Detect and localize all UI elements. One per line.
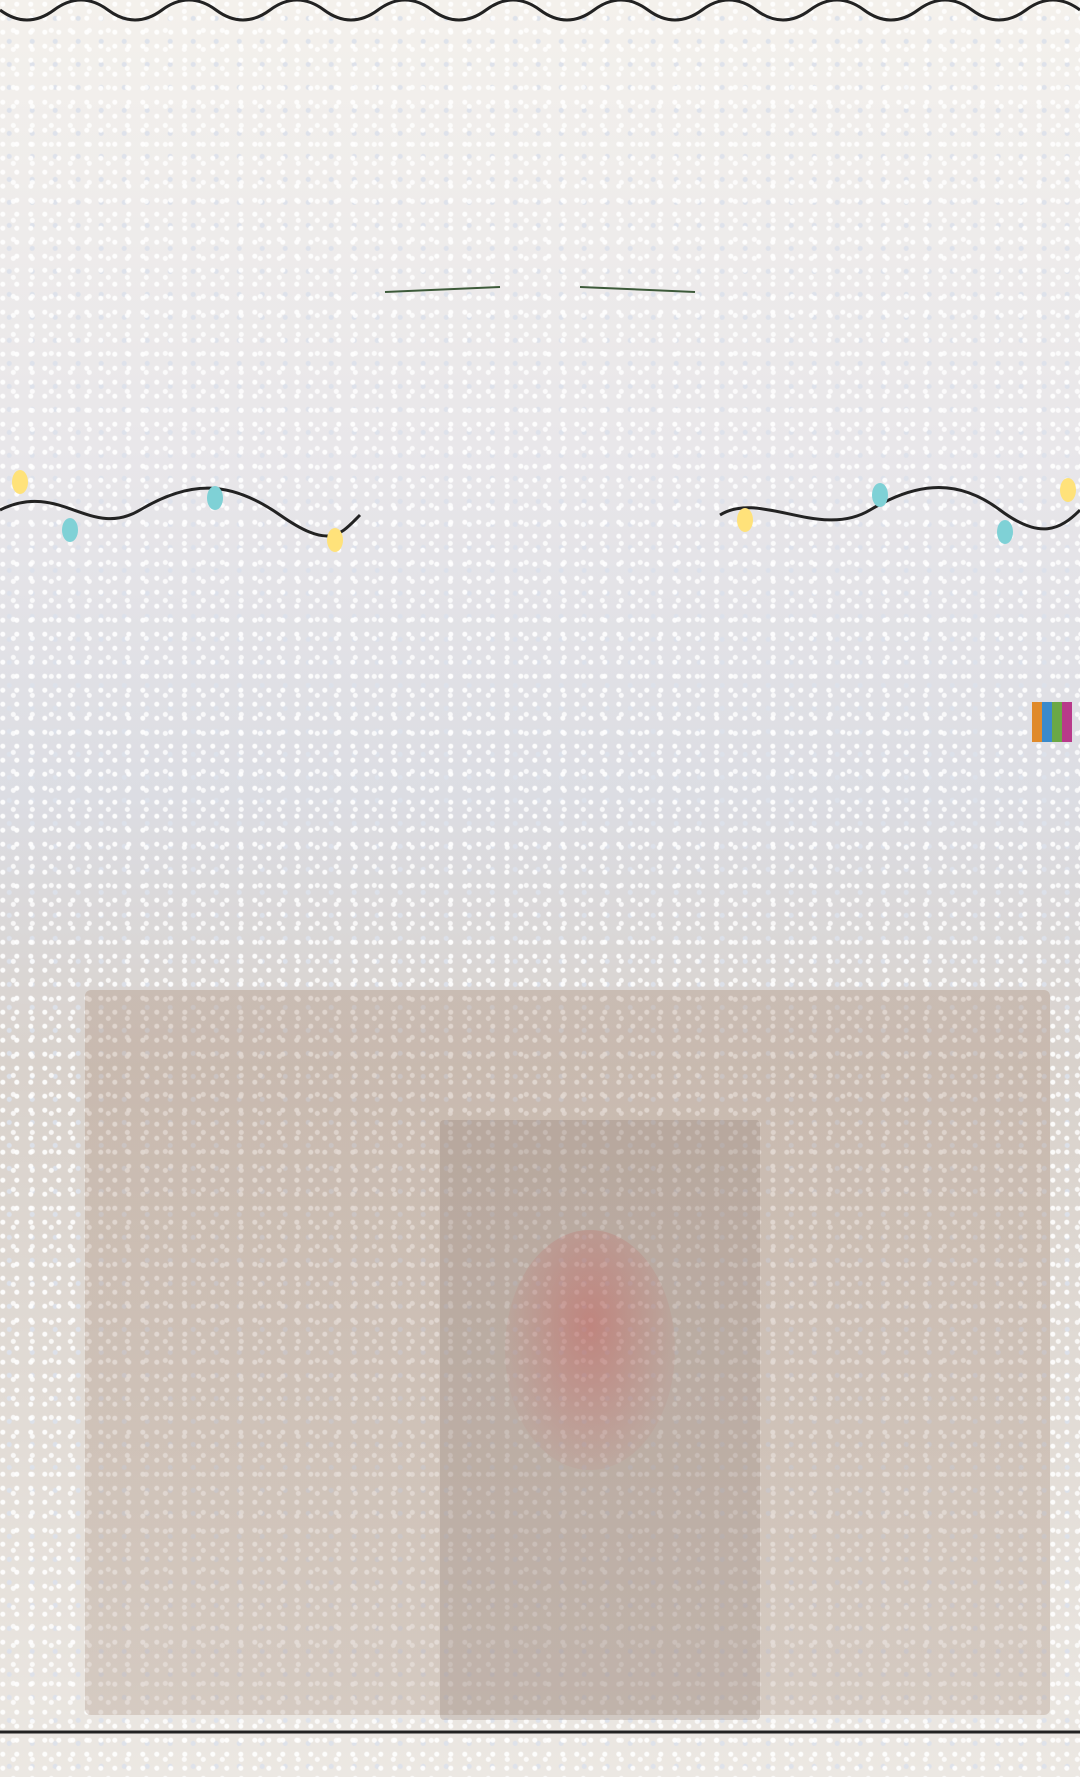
santa-figure (505, 1230, 675, 1470)
top-lights-string (0, 0, 1080, 60)
garland-lights (0, 460, 1080, 570)
bottom-lights-string (0, 1717, 1080, 1777)
is-connector-row (0, 252, 1080, 322)
pine-branches-icon (0, 252, 1080, 322)
clean-water-legacy-logo-icon (1030, 700, 1076, 792)
